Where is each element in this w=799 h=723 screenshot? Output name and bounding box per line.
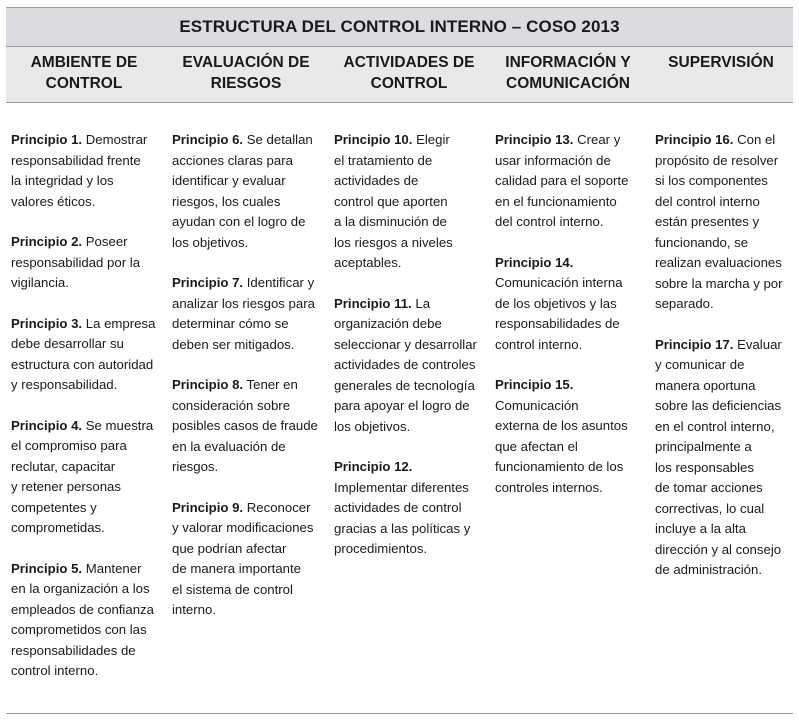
principle-text: Elegir el tratamiento de actividades de control que aporten a la disminución de los riesgos a niveles aceptables. xyxy=(334,132,453,270)
principle-text: Crear y usar información de calidad para el soporte en el funcionamiento del control interno. xyxy=(495,132,629,229)
column-supervision xyxy=(655,130,795,710)
principle-15 xyxy=(495,375,647,498)
principle-1 xyxy=(11,130,163,212)
principle-8 xyxy=(172,375,324,478)
principle-11 xyxy=(334,294,486,438)
principle-text: La empresa debe desarrollar su estructura con autoridad y responsabilidad. xyxy=(11,315,156,392)
principle-9 xyxy=(172,498,324,621)
principle-text: Comunicación interna de los objetivos y las responsabilidades de control interno. xyxy=(495,275,623,352)
principle-label: Principio 7. xyxy=(172,275,244,290)
principle-text: Mantener en la organización a los empleados de confianza comprometidos con las responsabilidades de control interno. xyxy=(11,560,154,678)
heading-actividades-de-control: ACTIVIDADES DE CONTROL xyxy=(343,54,475,92)
principle-2 xyxy=(11,232,163,294)
principle-label: Principio 12. xyxy=(334,459,413,474)
principle-label: Principio 11. xyxy=(334,295,412,311)
principle-text: Con el propósito de resolver si los componentes del control interno están presentes y funcionando, se realizan evaluaciones sobre la marcha y por separado. xyxy=(655,132,783,311)
heading-ambiente-de-control: AMBIENTE DE CONTROL xyxy=(30,54,138,92)
principle-label: Principio 9. xyxy=(172,499,244,515)
principle-5 xyxy=(11,559,163,682)
principle-text: Poseer responsabilidad por la vigilancia. xyxy=(11,234,141,290)
principle-16 xyxy=(655,130,795,315)
table-title: ESTRUCTURA DEL CONTROL INTERNO – COSO 2013 xyxy=(6,7,793,47)
principle-10 xyxy=(334,130,486,274)
column-actividades-de-control xyxy=(334,130,486,710)
principle-label: Principio 17. xyxy=(655,336,734,352)
principle-12 xyxy=(334,457,486,560)
principle-text: Comunicación externa de los asuntos que afectan el funcionamiento de los controles internos. xyxy=(495,397,628,495)
principle-label: Principio 14. xyxy=(495,254,574,270)
principle-label: Principio 6. xyxy=(172,132,244,147)
principle-14 xyxy=(495,253,647,356)
principle-label: Principio 1. xyxy=(11,132,83,147)
principle-text: Demostrar responsabilidad frente la integridad y los valores éticos. xyxy=(11,132,148,209)
principle-text: Implementar diferentes actividades de control gracias a las políticas y procedimientos. xyxy=(334,479,471,556)
principle-label: Principio 13. xyxy=(495,132,574,147)
principle-6 xyxy=(172,130,324,253)
heading-informacion-y-comunicacion: INFORMACIÓN Y COMUNICACIÓN xyxy=(505,54,631,92)
principle-4 xyxy=(11,416,163,539)
principle-7 xyxy=(172,273,324,355)
principle-3 xyxy=(11,314,163,396)
principle-text: Tener en consideración sobre posibles casos de fraude en la evaluación de riesgos. xyxy=(172,377,318,474)
principle-17 xyxy=(655,335,795,581)
principle-text: Evaluar y comunicar de manera oportuna sobre las deficiencias en el control interno, principalmente a los responsables de tomar acciones correctivas, lo cual incluye a la alta dirección y al consejo de administración. xyxy=(655,336,782,577)
principle-text: Se muestra el compromiso para reclutar, capacitar y retener personas competentes y comprometidas. xyxy=(11,417,154,535)
column-evaluacion-de-riesgos xyxy=(172,130,324,710)
principle-13 xyxy=(495,130,647,233)
principle-text: La organización debe seleccionar y desarrollar actividades de controles generales de tecnología para apoyar el logro de los objetivos. xyxy=(334,295,477,434)
column-ambiente-de-control xyxy=(11,130,163,710)
principle-label: Principio 4. xyxy=(11,417,83,433)
principle-label: Principio 2. xyxy=(11,234,83,249)
principle-label: Principio 16. xyxy=(655,132,734,147)
principle-text: Se detallan acciones claras para identificar y evaluar riesgos, los cuales ayudan con el logro de los objetivos. xyxy=(172,132,313,250)
principle-label: Principio 3. xyxy=(11,315,83,331)
heading-supervision: SUPERVISIÓN xyxy=(668,54,774,71)
heading-evaluacion-de-riesgos: EVALUACIÓN DE RIESGOS xyxy=(182,54,310,92)
principle-text: Reconocer y valorar modificaciones que podrían afectar de manera importante el sistema de control interno. xyxy=(172,499,314,617)
principle-text: Identificar y analizar los riesgos para determinar cómo se deben ser mitigados. xyxy=(172,275,315,352)
bottom-divider xyxy=(6,713,793,714)
principle-label: Principio 8. xyxy=(172,377,244,392)
principle-label: Principio 5. xyxy=(11,560,83,576)
column-informacion-y-comunicacion xyxy=(495,130,647,710)
principle-label: Principio 10. xyxy=(334,132,413,147)
principle-label: Principio 15. xyxy=(495,377,574,392)
